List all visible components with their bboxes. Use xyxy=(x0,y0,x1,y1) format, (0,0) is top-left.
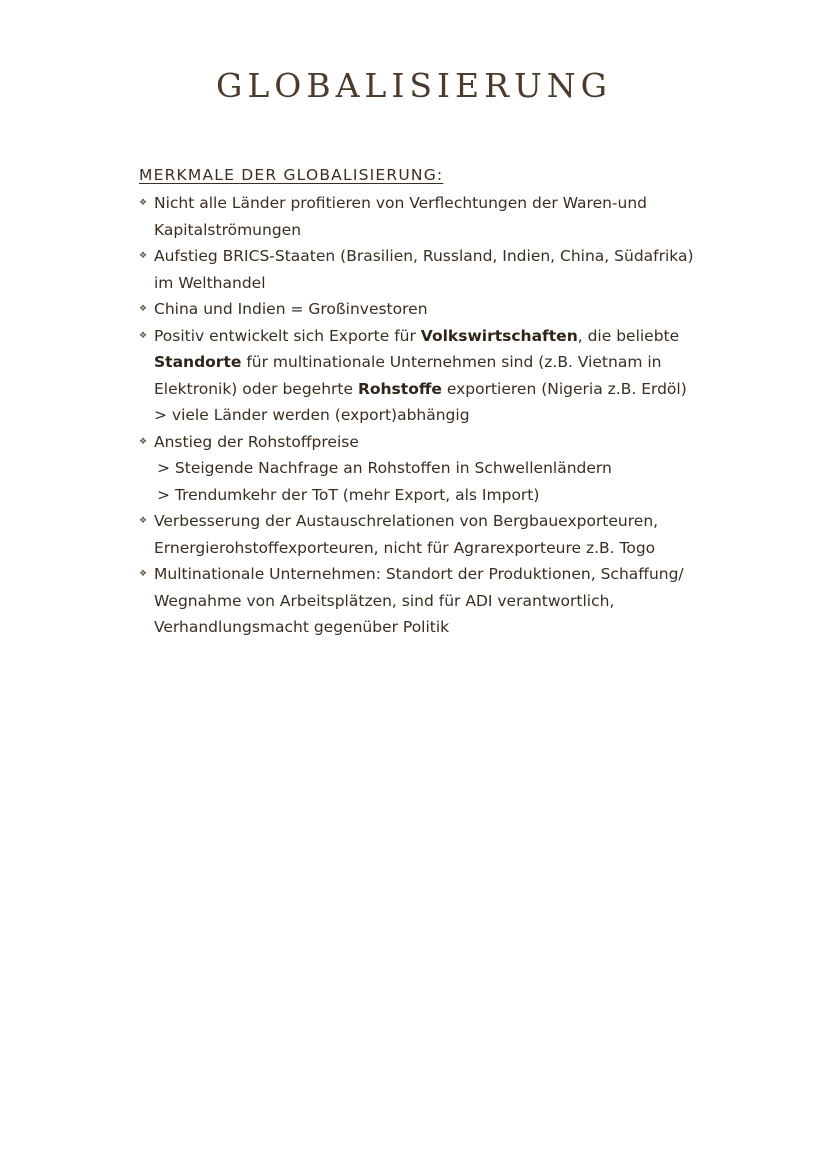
list-item xyxy=(139,296,699,323)
list-item xyxy=(139,508,699,561)
bold-term: Standorte xyxy=(154,353,242,371)
diamond-bullet-icon: ❖ xyxy=(139,304,148,314)
item-text-part: exportieren (Nigeria z.B. Erdöl) xyxy=(441,379,687,398)
sub-point: > viele Länder werden (export)abhängig xyxy=(154,406,470,424)
item-text xyxy=(154,349,699,376)
diamond-bullet-icon: ❖ xyxy=(139,251,148,261)
item-text: Nicht alle Länder profitieren von Verflechtungen der Waren-und xyxy=(154,194,648,212)
item-text: Anstieg der Rohstoffpreise xyxy=(154,432,359,451)
item-text-part: für multinationale Unternehmen sind (z.B. Vietnam in xyxy=(241,353,662,371)
page-title: GLOBALISIERUNG xyxy=(216,66,612,105)
item-text: Verhandlungsmacht gegenüber Politik xyxy=(154,618,450,636)
list-item xyxy=(139,561,699,641)
item-text xyxy=(154,323,699,350)
item-text-part: Positiv entwickelt sich Exporte für xyxy=(154,326,421,345)
item-text xyxy=(154,376,699,403)
bullet-list xyxy=(139,190,699,641)
item-text-part: Elektronik) oder begehrte xyxy=(154,379,358,398)
diamond-bullet-icon: ❖ xyxy=(139,516,148,526)
list-item xyxy=(139,243,699,296)
item-text: China und Indien = Großinvestoren xyxy=(154,300,428,318)
bold-term: Volkswirtschaften xyxy=(420,326,578,345)
item-text: Multinationale Unternehmen: Standort der Produktionen, Schaffung/ xyxy=(154,565,684,583)
item-text: im Welthandel xyxy=(154,273,266,292)
item-text: Kapitalströmungen xyxy=(154,220,302,239)
item-text: Ernergierohstoffexporteuren, nicht für Agrarexporteure z.B. Togo xyxy=(154,538,656,557)
list-item xyxy=(139,323,699,429)
item-text: Aufstieg BRICS-Staaten (Brasilien, Russland, Indien, China, Südafrika) xyxy=(154,247,694,265)
document-body xyxy=(139,164,699,641)
section-heading: MERKMALE DER GLOBALISIERUNG: xyxy=(139,166,444,184)
sub-point: > Steigende Nachfrage an Rohstoffen in Schwellenländern xyxy=(157,459,612,477)
diamond-bullet-icon: ❖ xyxy=(139,330,148,341)
item-text-part: , die beliebte xyxy=(577,326,680,345)
diamond-bullet-icon: ❖ xyxy=(139,569,148,579)
item-text: Verbesserung der Austauschrelationen von Bergbauexporteuren, xyxy=(154,512,659,530)
bold-term: Rohstoffe xyxy=(357,379,442,398)
list-item xyxy=(139,429,699,509)
list-item xyxy=(139,190,699,243)
item-text: Wegnahme von Arbeitsplätzen, sind für ADI verantwortlich, xyxy=(154,591,615,610)
diamond-bullet-icon: ❖ xyxy=(139,198,148,208)
sub-point: > Trendumkehr der ToT (mehr Export, als Import) xyxy=(157,485,540,504)
diamond-bullet-icon: ❖ xyxy=(139,436,148,447)
